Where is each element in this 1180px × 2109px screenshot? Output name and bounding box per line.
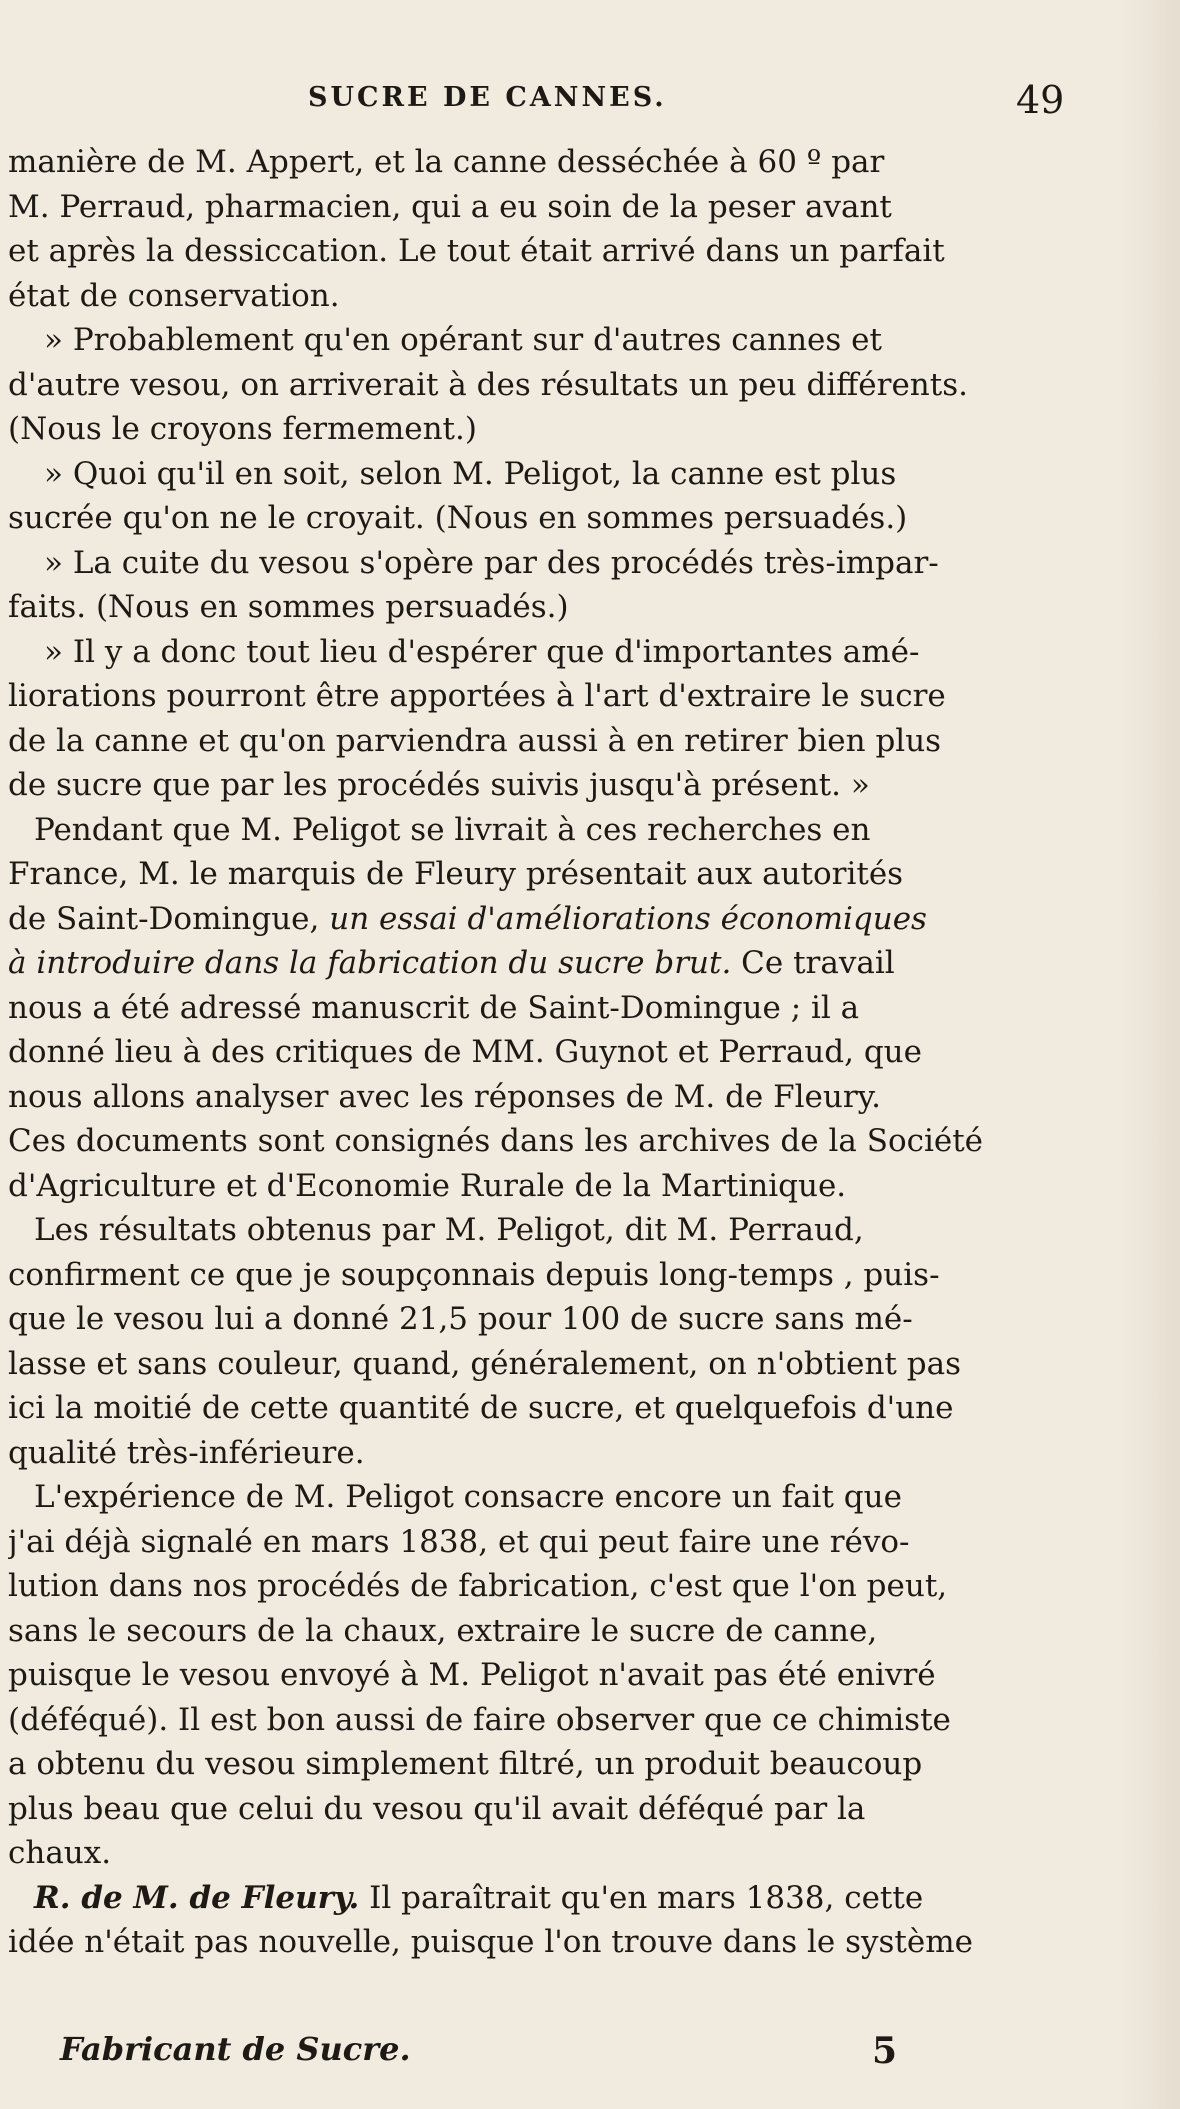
italic-title-part: un essai d'améliorations économiques xyxy=(329,900,927,937)
text-line: état de conservation. xyxy=(8,277,340,314)
text-line: sucrée qu'on ne le croyait. (Nous en sommes persuadés.) xyxy=(8,500,908,536)
text-line: j'ai déjà signalé en mars 1838, et qui peut faire une révo- xyxy=(8,1523,910,1560)
text-line: et après la dessiccation. Le tout était arrivé dans un parfait xyxy=(8,233,945,269)
text-line: (Nous le croyons fermement.) xyxy=(8,411,477,447)
text-line: » Quoi qu'il en soit, selon M. Peligot, la canne est plus xyxy=(44,455,897,492)
text-line: idée n'était pas nouvelle, puisque l'on trouve dans le système xyxy=(8,1924,973,1960)
running-head: SUCRE DE CANNES. xyxy=(308,82,667,113)
text-line: d'Agriculture et d'Economie Rurale de la Martinique. xyxy=(8,1167,847,1204)
signature-line: Fabricant de Sucre. xyxy=(60,2030,411,2068)
text-line: liorations pourront être apportées à l'art d'extraire le sucre xyxy=(8,678,946,714)
page-edge-shadow xyxy=(1120,0,1180,2109)
page-header xyxy=(0,78,1180,132)
text-line-mixed xyxy=(8,1876,1062,1921)
text-line: ici la moitié de cette quantité de sucre, et quelquefois d'une xyxy=(8,1390,954,1426)
text-line: a obtenu du vesou simplement filtré, un produit beaucoup xyxy=(8,1746,923,1782)
text-line: plus beau que celui du vesou qu'il avait déféqué par la xyxy=(8,1790,866,1827)
text-line: nous allons analyser avec les réponses de M. de Fleury. xyxy=(8,1078,881,1115)
text-line: d'autre vesou, on arriverait à des résultats un peu différents. xyxy=(8,366,968,403)
text-segment: Il paraîtrait qu'en mars 1838, cette xyxy=(369,1879,924,1916)
text-segment: de Saint-Domingue, xyxy=(8,900,320,937)
italic-title-part: à introduire dans la fabrication du sucre brut. xyxy=(8,945,732,981)
text-line: sans le secours de la chaux, extraire le sucre de canne, xyxy=(8,1612,878,1649)
text-line: » La cuite du vesou s'opère par des procédés très-impar- xyxy=(44,544,939,581)
page-footer xyxy=(0,2030,1180,2080)
text-line: puisque le vesou envoyé à M. Peligot n'avait pas été enivré xyxy=(8,1657,936,1693)
text-line: nous a été adressé manuscrit de Saint-Domingue ; il a xyxy=(8,989,860,1026)
text-line: faits. (Nous en sommes persuadés.) xyxy=(8,589,569,625)
text-line: que le vesou lui a donné 21,5 pour 100 de sucre sans mé- xyxy=(8,1301,913,1337)
text-line: Pendant que M. Peligot se livrait à ces recherches en xyxy=(34,811,871,848)
text-line: de la canne et qu'on parviendra aussi à en retirer bien plus xyxy=(8,722,942,759)
text-line: confirment ce que je soupçonnais depuis long-temps , puis- xyxy=(8,1256,940,1293)
body-text xyxy=(8,140,1062,1965)
text-line: M. Perraud, pharmacien, qui a eu soin de la peser avant xyxy=(8,188,892,225)
text-line-mixed xyxy=(8,897,1062,942)
text-line: Ces documents sont consignés dans les archives de la Société xyxy=(8,1123,984,1159)
text-line: chaux. xyxy=(8,1835,112,1871)
text-line: manière de M. Appert, et la canne desséchée à 60 º par xyxy=(8,144,885,180)
text-line: qualité très-inférieure. xyxy=(8,1434,365,1471)
page-number: 49 xyxy=(1016,78,1065,122)
text-line: de sucre que par les procédés suivis jusqu'à présent. » xyxy=(8,767,870,803)
signature-mark: 5 xyxy=(872,2030,898,2072)
text-segment: Ce travail xyxy=(741,945,895,981)
text-line-mixed xyxy=(8,941,1062,986)
text-line: lution dans nos procédés de fabrication, c'est que l'on peut, xyxy=(8,1568,948,1604)
text-line: (déféqué). Il est bon aussi de faire observer que ce chimiste xyxy=(8,1701,951,1738)
text-line: France, M. le marquis de Fleury présentait aux autorités xyxy=(8,856,904,892)
text-line: lasse et sans couleur, quand, généralement, on n'obtient pas xyxy=(8,1345,961,1382)
text-line: donné lieu à des critiques de MM. Guynot et Perraud, que xyxy=(8,1034,922,1070)
reply-label: R. de M. de Fleury. xyxy=(34,1879,360,1916)
text-line: » Probablement qu'en opérant sur d'autres cannes et xyxy=(44,322,882,358)
text-line: Les résultats obtenus par M. Peligot, dit M. Perraud, xyxy=(34,1212,864,1248)
text-line: L'expérience de M. Peligot consacre encore un fait que xyxy=(34,1479,902,1515)
text-line: » Il y a donc tout lieu d'espérer que d'importantes amé- xyxy=(44,633,920,670)
